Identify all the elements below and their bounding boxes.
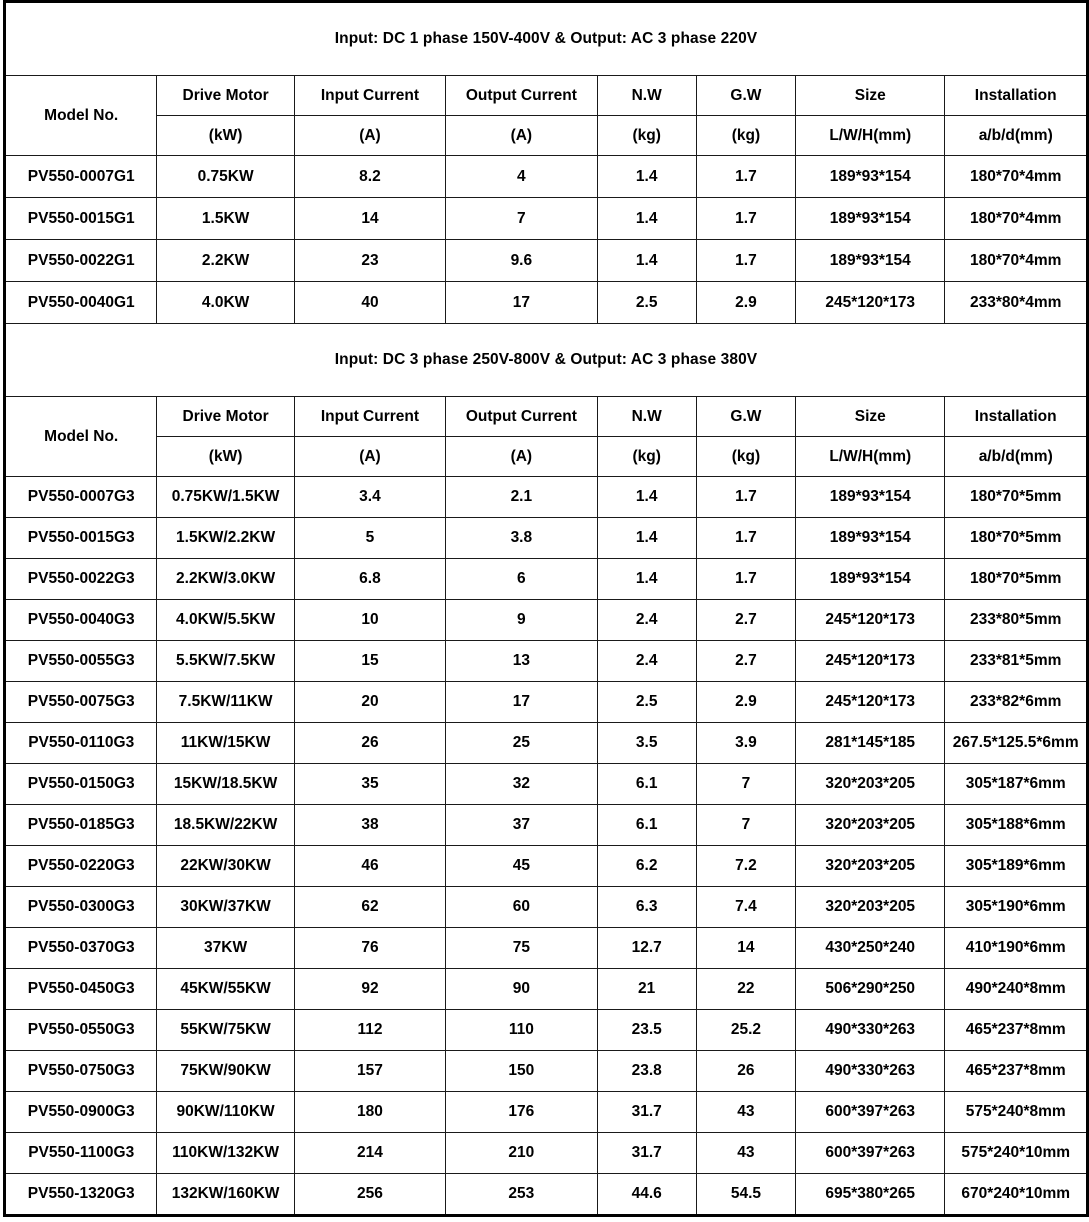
cell-drive-motor: 0.75KW/1.5KW	[157, 477, 294, 518]
cell-size: 245*120*173	[796, 600, 945, 641]
cell-output-current: 17	[446, 682, 597, 723]
cell-nw: 1.4	[597, 477, 696, 518]
table-row	[5, 1010, 1088, 1051]
cell-size: 506*290*250	[796, 969, 945, 1010]
cell-size: 430*250*240	[796, 928, 945, 969]
cell-installation: 180*70*5mm	[945, 518, 1088, 559]
cell-installation: 180*70*5mm	[945, 559, 1088, 600]
column-header-size: Size	[796, 76, 945, 116]
table-row	[5, 518, 1088, 559]
cell-nw: 1.4	[597, 559, 696, 600]
column-unit-installation: a/b/d(mm)	[945, 437, 1088, 477]
cell-model: PV550-0015G3	[5, 518, 157, 559]
cell-input-current: 112	[294, 1010, 445, 1051]
cell-drive-motor: 2.2KW	[157, 240, 294, 282]
cell-drive-motor: 30KW/37KW	[157, 887, 294, 928]
cell-input-current: 6.8	[294, 559, 445, 600]
cell-output-current: 25	[446, 723, 597, 764]
cell-nw: 12.7	[597, 928, 696, 969]
cell-gw: 2.9	[696, 282, 795, 324]
cell-gw: 1.7	[696, 156, 795, 198]
cell-installation: 465*237*8mm	[945, 1010, 1088, 1051]
cell-size: 320*203*205	[796, 805, 945, 846]
cell-size: 695*380*265	[796, 1174, 945, 1216]
cell-input-current: 157	[294, 1051, 445, 1092]
cell-model: PV550-0040G1	[5, 282, 157, 324]
cell-size: 320*203*205	[796, 764, 945, 805]
cell-installation: 410*190*6mm	[945, 928, 1088, 969]
cell-output-current: 176	[446, 1092, 597, 1133]
cell-nw: 2.5	[597, 682, 696, 723]
cell-input-current: 10	[294, 600, 445, 641]
column-header-size: Size	[796, 397, 945, 437]
cell-size: 600*397*263	[796, 1133, 945, 1174]
cell-input-current: 5	[294, 518, 445, 559]
cell-nw: 2.4	[597, 600, 696, 641]
cell-output-current: 17	[446, 282, 597, 324]
column-header-gw: G.W	[696, 397, 795, 437]
table-row	[5, 1174, 1088, 1216]
cell-gw: 43	[696, 1092, 795, 1133]
cell-drive-motor: 22KW/30KW	[157, 846, 294, 887]
table-row	[5, 887, 1088, 928]
cell-size: 320*203*205	[796, 846, 945, 887]
cell-output-current: 32	[446, 764, 597, 805]
table-row	[5, 805, 1088, 846]
table-row	[5, 969, 1088, 1010]
cell-input-current: 62	[294, 887, 445, 928]
table-row	[5, 641, 1088, 682]
cell-size: 490*330*263	[796, 1010, 945, 1051]
column-header-output-current: Output Current	[446, 76, 597, 116]
cell-drive-motor: 90KW/110KW	[157, 1092, 294, 1133]
column-header-nw: N.W	[597, 397, 696, 437]
cell-model: PV550-0022G1	[5, 240, 157, 282]
cell-drive-motor: 0.75KW	[157, 156, 294, 198]
column-unit-drive-motor: (kW)	[157, 116, 294, 156]
cell-nw: 23.8	[597, 1051, 696, 1092]
cell-size: 320*203*205	[796, 887, 945, 928]
cell-gw: 2.9	[696, 682, 795, 723]
cell-model: PV550-0450G3	[5, 969, 157, 1010]
cell-drive-motor: 1.5KW/2.2KW	[157, 518, 294, 559]
cell-model: PV550-0370G3	[5, 928, 157, 969]
cell-nw: 1.4	[597, 198, 696, 240]
column-unit-output-current: (A)	[446, 437, 597, 477]
cell-model: PV550-1320G3	[5, 1174, 157, 1216]
column-unit-nw: (kg)	[597, 116, 696, 156]
cell-output-current: 9.6	[446, 240, 597, 282]
cell-output-current: 7	[446, 198, 597, 240]
column-unit-gw: (kg)	[696, 437, 795, 477]
cell-input-current: 46	[294, 846, 445, 887]
cell-installation: 305*188*6mm	[945, 805, 1088, 846]
cell-installation: 305*190*6mm	[945, 887, 1088, 928]
cell-output-current: 253	[446, 1174, 597, 1216]
column-header-nw: N.W	[597, 76, 696, 116]
table-row	[5, 1133, 1088, 1174]
table-row	[5, 240, 1088, 282]
table-row	[5, 682, 1088, 723]
cell-model: PV550-0007G1	[5, 156, 157, 198]
cell-nw: 6.3	[597, 887, 696, 928]
cell-model: PV550-0900G3	[5, 1092, 157, 1133]
cell-size: 600*397*263	[796, 1092, 945, 1133]
cell-input-current: 180	[294, 1092, 445, 1133]
cell-model: PV550-0550G3	[5, 1010, 157, 1051]
cell-model: PV550-0055G3	[5, 641, 157, 682]
cell-drive-motor: 37KW	[157, 928, 294, 969]
section-title: Input: DC 3 phase 250V-800V & Output: AC 3 phase 380V	[5, 324, 1088, 397]
cell-size: 189*93*154	[796, 518, 945, 559]
cell-installation: 233*80*4mm	[945, 282, 1088, 324]
cell-input-current: 76	[294, 928, 445, 969]
table-row	[5, 282, 1088, 324]
cell-drive-motor: 132KW/160KW	[157, 1174, 294, 1216]
cell-output-current: 4	[446, 156, 597, 198]
cell-nw: 31.7	[597, 1092, 696, 1133]
column-header-output-current: Output Current	[446, 397, 597, 437]
cell-installation: 180*70*4mm	[945, 240, 1088, 282]
cell-drive-motor: 18.5KW/22KW	[157, 805, 294, 846]
column-header-drive-motor: Drive Motor	[157, 76, 294, 116]
cell-gw: 54.5	[696, 1174, 795, 1216]
table-row	[5, 477, 1088, 518]
cell-size: 189*93*154	[796, 240, 945, 282]
cell-nw: 31.7	[597, 1133, 696, 1174]
cell-drive-motor: 2.2KW/3.0KW	[157, 559, 294, 600]
cell-output-current: 2.1	[446, 477, 597, 518]
column-header-gw: G.W	[696, 76, 795, 116]
column-header-model: Model No.	[5, 397, 157, 477]
table-row	[5, 1051, 1088, 1092]
cell-model: PV550-0040G3	[5, 600, 157, 641]
cell-model: PV550-0022G3	[5, 559, 157, 600]
cell-installation: 233*80*5mm	[945, 600, 1088, 641]
cell-gw: 7	[696, 764, 795, 805]
cell-input-current: 214	[294, 1133, 445, 1174]
cell-drive-motor: 4.0KW	[157, 282, 294, 324]
cell-drive-motor: 45KW/55KW	[157, 969, 294, 1010]
cell-input-current: 3.4	[294, 477, 445, 518]
cell-installation: 305*189*6mm	[945, 846, 1088, 887]
cell-output-current: 90	[446, 969, 597, 1010]
cell-gw: 2.7	[696, 641, 795, 682]
cell-gw: 1.7	[696, 477, 795, 518]
section-title: Input: DC 1 phase 150V-400V & Output: AC 3 phase 220V	[5, 2, 1088, 76]
cell-installation: 575*240*10mm	[945, 1133, 1088, 1174]
cell-model: PV550-0300G3	[5, 887, 157, 928]
cell-model: PV550-1100G3	[5, 1133, 157, 1174]
cell-input-current: 15	[294, 641, 445, 682]
cell-size: 189*93*154	[796, 198, 945, 240]
cell-drive-motor: 5.5KW/7.5KW	[157, 641, 294, 682]
cell-nw: 44.6	[597, 1174, 696, 1216]
cell-gw: 22	[696, 969, 795, 1010]
cell-gw: 1.7	[696, 240, 795, 282]
cell-nw: 2.5	[597, 282, 696, 324]
cell-output-current: 75	[446, 928, 597, 969]
section-title-row	[5, 2, 1088, 76]
cell-model: PV550-0750G3	[5, 1051, 157, 1092]
column-unit-gw: (kg)	[696, 116, 795, 156]
column-header-input-current: Input Current	[294, 76, 445, 116]
column-header-input-current: Input Current	[294, 397, 445, 437]
cell-size: 245*120*173	[796, 641, 945, 682]
header-row-units	[5, 437, 1088, 477]
cell-input-current: 92	[294, 969, 445, 1010]
cell-output-current: 60	[446, 887, 597, 928]
table-row	[5, 198, 1088, 240]
table-row	[5, 1092, 1088, 1133]
cell-gw: 3.9	[696, 723, 795, 764]
cell-size: 490*330*263	[796, 1051, 945, 1092]
cell-model: PV550-0007G3	[5, 477, 157, 518]
cell-drive-motor: 15KW/18.5KW	[157, 764, 294, 805]
column-unit-installation: a/b/d(mm)	[945, 116, 1088, 156]
cell-drive-motor: 4.0KW/5.5KW	[157, 600, 294, 641]
cell-drive-motor: 1.5KW	[157, 198, 294, 240]
cell-input-current: 35	[294, 764, 445, 805]
cell-installation: 180*70*4mm	[945, 156, 1088, 198]
cell-installation: 233*81*5mm	[945, 641, 1088, 682]
cell-nw: 6.1	[597, 764, 696, 805]
cell-installation: 490*240*8mm	[945, 969, 1088, 1010]
column-unit-drive-motor: (kW)	[157, 437, 294, 477]
table-row	[5, 846, 1088, 887]
cell-gw: 26	[696, 1051, 795, 1092]
cell-model: PV550-0220G3	[5, 846, 157, 887]
cell-drive-motor: 7.5KW/11KW	[157, 682, 294, 723]
cell-gw: 25.2	[696, 1010, 795, 1051]
cell-gw: 1.7	[696, 559, 795, 600]
column-header-drive-motor: Drive Motor	[157, 397, 294, 437]
cell-nw: 21	[597, 969, 696, 1010]
cell-output-current: 3.8	[446, 518, 597, 559]
column-unit-output-current: (A)	[446, 116, 597, 156]
cell-output-current: 9	[446, 600, 597, 641]
table-row	[5, 600, 1088, 641]
cell-gw: 7.4	[696, 887, 795, 928]
cell-output-current: 6	[446, 559, 597, 600]
cell-nw: 3.5	[597, 723, 696, 764]
cell-gw: 7.2	[696, 846, 795, 887]
column-unit-input-current: (A)	[294, 116, 445, 156]
cell-input-current: 256	[294, 1174, 445, 1216]
cell-drive-motor: 75KW/90KW	[157, 1051, 294, 1092]
cell-nw: 6.1	[597, 805, 696, 846]
cell-gw: 14	[696, 928, 795, 969]
cell-drive-motor: 55KW/75KW	[157, 1010, 294, 1051]
cell-output-current: 45	[446, 846, 597, 887]
cell-model: PV550-0015G1	[5, 198, 157, 240]
table-row	[5, 156, 1088, 198]
cell-model: PV550-0110G3	[5, 723, 157, 764]
cell-installation: 305*187*6mm	[945, 764, 1088, 805]
cell-installation: 670*240*10mm	[945, 1174, 1088, 1216]
cell-size: 245*120*173	[796, 282, 945, 324]
cell-model: PV550-0185G3	[5, 805, 157, 846]
cell-installation: 180*70*5mm	[945, 477, 1088, 518]
cell-size: 245*120*173	[796, 682, 945, 723]
cell-nw: 1.4	[597, 518, 696, 559]
cell-model: PV550-0150G3	[5, 764, 157, 805]
cell-nw: 1.4	[597, 156, 696, 198]
header-row-primary	[5, 397, 1088, 437]
table-row	[5, 723, 1088, 764]
table-row	[5, 559, 1088, 600]
cell-output-current: 210	[446, 1133, 597, 1174]
cell-nw: 6.2	[597, 846, 696, 887]
cell-installation: 233*82*6mm	[945, 682, 1088, 723]
cell-gw: 7	[696, 805, 795, 846]
table-body	[5, 2, 1088, 1216]
cell-input-current: 40	[294, 282, 445, 324]
cell-drive-motor: 110KW/132KW	[157, 1133, 294, 1174]
cell-input-current: 23	[294, 240, 445, 282]
cell-output-current: 37	[446, 805, 597, 846]
header-row-primary	[5, 76, 1088, 116]
cell-gw: 1.7	[696, 518, 795, 559]
cell-drive-motor: 11KW/15KW	[157, 723, 294, 764]
column-unit-nw: (kg)	[597, 437, 696, 477]
cell-installation: 180*70*4mm	[945, 198, 1088, 240]
cell-installation: 267.5*125.5*6mm	[945, 723, 1088, 764]
table-row	[5, 764, 1088, 805]
cell-gw: 1.7	[696, 198, 795, 240]
table-row	[5, 928, 1088, 969]
section-title-row	[5, 324, 1088, 397]
cell-input-current: 8.2	[294, 156, 445, 198]
cell-output-current: 13	[446, 641, 597, 682]
header-row-units	[5, 116, 1088, 156]
cell-size: 189*93*154	[796, 559, 945, 600]
cell-installation: 575*240*8mm	[945, 1092, 1088, 1133]
cell-installation: 465*237*8mm	[945, 1051, 1088, 1092]
column-header-model: Model No.	[5, 76, 157, 156]
cell-model: PV550-0075G3	[5, 682, 157, 723]
cell-size: 281*145*185	[796, 723, 945, 764]
cell-input-current: 26	[294, 723, 445, 764]
cell-output-current: 110	[446, 1010, 597, 1051]
column-unit-size: L/W/H(mm)	[796, 437, 945, 477]
cell-nw: 2.4	[597, 641, 696, 682]
cell-nw: 23.5	[597, 1010, 696, 1051]
cell-output-current: 150	[446, 1051, 597, 1092]
column-unit-input-current: (A)	[294, 437, 445, 477]
specification-table	[3, 0, 1089, 1217]
cell-input-current: 14	[294, 198, 445, 240]
cell-input-current: 38	[294, 805, 445, 846]
column-header-installation: Installation	[945, 397, 1088, 437]
cell-size: 189*93*154	[796, 156, 945, 198]
cell-input-current: 20	[294, 682, 445, 723]
cell-gw: 2.7	[696, 600, 795, 641]
cell-gw: 43	[696, 1133, 795, 1174]
cell-size: 189*93*154	[796, 477, 945, 518]
column-header-installation: Installation	[945, 76, 1088, 116]
cell-nw: 1.4	[597, 240, 696, 282]
column-unit-size: L/W/H(mm)	[796, 116, 945, 156]
